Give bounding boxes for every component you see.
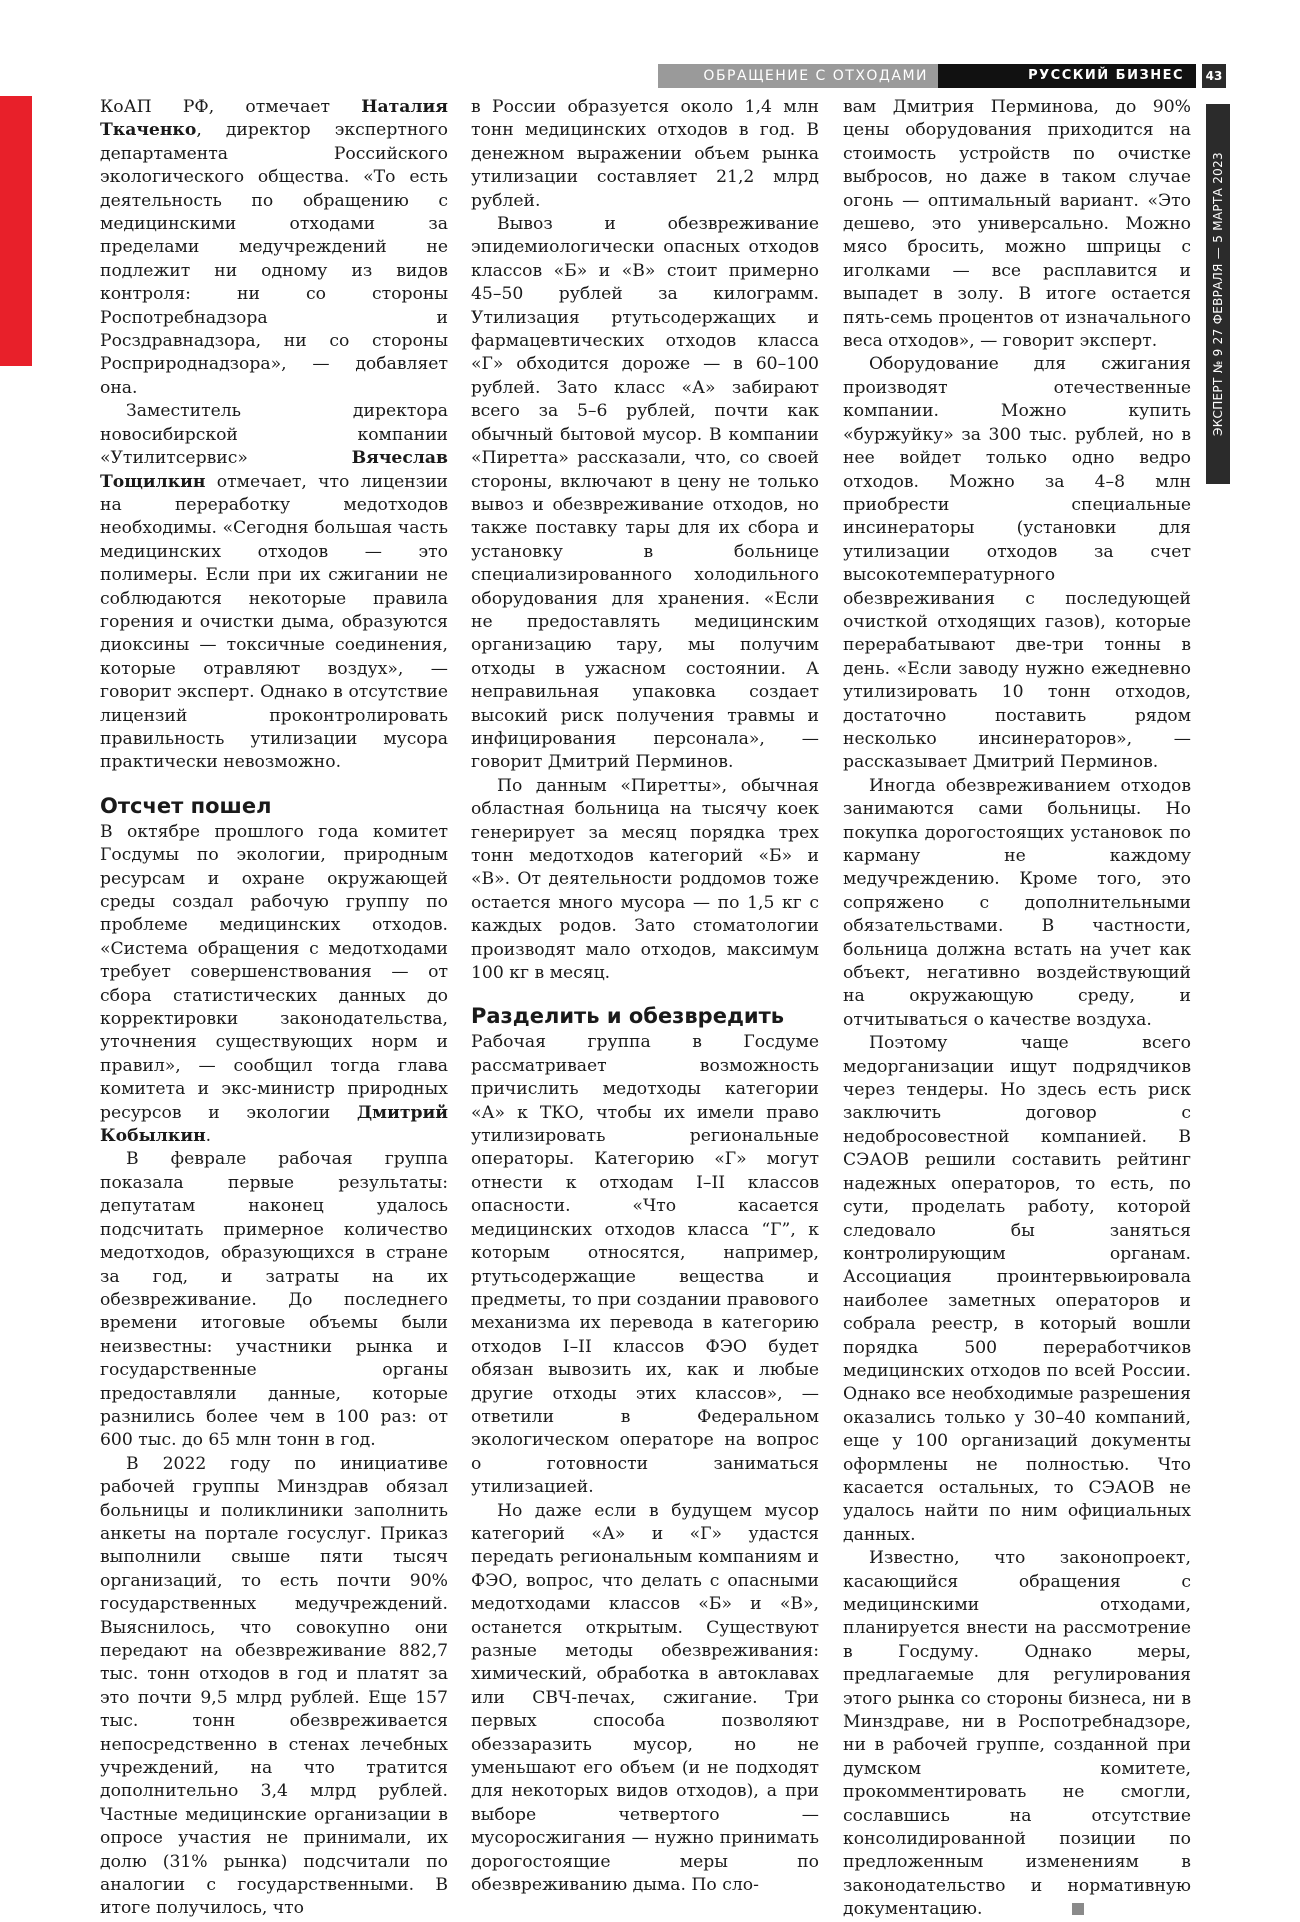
paragraph: Поэтому чаще всего медорганизации ищут подрядчиков через тендеры. Но здесь есть риск заключить договор с недобросовестной компанией. В СЭАОВ решили составить рейтинг надежных операторов, то есть, по сути, проделать работу, которой следовало бы заняться контролирующим органам. Ассоциация проинтервьюировала наиболее заметных операторов и собрала реестр, в который вошли порядка 500 переработчиков медицинских отходов по всей России. Однако все необходимые разрешения оказались только у 30–40 компаний, еще у 100 организаций документы оформлены не полностью. Что касается остальных, то СЭАОВ не удалось найти по ним официальных данных. (843, 1033, 1191, 1545)
page-number: 43 (1202, 64, 1226, 88)
paragraph: Вывоз и обезвреживание эпидемиологически опасных отходов классов «Б» и «В» стоит примерно 45–50 рублей за килограмм. Утилизация ртутьсодержащих и фармацевтических отходов класса «Г» обходится дороже — в 60–100 рублей. Зато класс «А» забирают всего за 5–6 рублей, почти как обычный бытовой мусор. В компании «Пиретта» рассказали, что, со своей стороны, включают в цену не только вывоз и обезвреживание отходов, но также поставку тары для их сбора и установку в больнице специализированного холодильного оборудования для хранения. «Если не предоставлять медицинским организацию тару, мы получим отходы в ужасном состоянии. А неправильная упаковка создает высокий риск получения травмы и инфицирования персонала», — говорит Дмитрий Перминов. (471, 214, 819, 773)
text-column-1 (100, 96, 448, 1921)
paragraph: В октябре прошлого года комитет Госдумы по экологии, природным ресурсам и охране окружающей среды создал рабочую группу по проблеме медицинских отходов. «Система обращения с медотходами требует совершенствования — от сбора статистических данных до корректировки законодательства, уточнения существующих норм и правил», — сообщил тогда глава комитета и экс-министр природных ресурсов и экологии Дмитрий Кобылкин. (100, 821, 448, 1147)
text-column-2 (471, 96, 819, 1897)
page-header (658, 64, 1252, 88)
paragraph: Оборудование для сжигания производят отечественные компании. Можно купить «буржуйку» за 300 тыс. рублей, но в нее войдет только одно ведро отходов. Можно за 4–8 млн приобрести специальные инсинераторы (установки для утилизации отходов за счет высокотемпературного обезвреживания с последующей очисткой отходящих газов), которые перерабатывают две-три тонны в день. «Если заводу нужно ежедневно утилизировать 10 тонн отходов, достаточно поставить рядом несколько инсинераторов», — рассказывает Дмитрий Перминов. (843, 354, 1191, 773)
paragraph: Рабочая группа в Госдуме рассматривает возможность причислить медотходы категории «А» к ТКО, чтобы их имели право утилизировать региональные операторы. Категорию «Г» могут отнести к отходам I–II классов опасности. «Что касается медицинских отходов класса “Г”, к которым относятся, например, ртутьсодержащие вещества и предметы, то при создании правового механизма их перевода в категорию отходов I–II классов ФЭО будет обязан вывозить их, как и любые другие отходы этих классов», — ответили в Федеральном экологическом операторе на вопрос о готовности заниматься утилизацией. (471, 1032, 819, 1498)
paragraph: В феврале рабочая группа показала первые результаты: депутатам наконец удалось подсчитать примерное количество медотходов, образующихся в стране за год, и затраты на их обезвреживание. До последнего времени итоговые объемы были неизвестны: участники рынка и государственные органы предоставляли данные, которые разнились более чем в 100 раз: от 600 тыс. до 65 млн тонн в год. (100, 1149, 448, 1451)
text-column-3 (843, 96, 1191, 1922)
person-name: Наталия Ткаченко (100, 97, 448, 141)
section-heading: Отсчет пошел (100, 793, 272, 818)
section-heading: Разделить и обезвредить (471, 1004, 785, 1029)
person-name: Вячеслав Тощилкин (100, 448, 448, 492)
paragraph: В 2022 году по инициативе рабочей группы Минздрав обязал больницы и поликлиники заполнить анкеты на портале госуслуг. Приказ выполнили свыше пяти тысяч организаций, то есть почти 90% государственных медучреждений. Выяснилось, что совокупно они передают на обезвреживание 882,7 тыс. тонн отходов в год и платят за это почти 9,5 млрд рублей. Еще 157 тыс. тонн обезвреживается непосредственно в стенах лечебных учреждений, на что тратится дополнительно 3,4 млрд рублей. Частные медицинские организации в опросе участия не принимали, их долю (31% рынка) подсчитали по аналогии с государственными. В итоге получилось, что (100, 1453, 448, 1919)
section-brand: РУССКИЙ БИЗНЕС (938, 64, 1196, 88)
paragraph: Известно, что законопроект, касающийся обращения с медицинскими отходами, планируется внести на рассмотрение в Госдуму. Однако меры, предлагаемые для регулирования этого рынка со стороны бизнеса, ни в Минздраве, ни в Роспотребнадзоре, ни в рабочей группе, созданной при думском комитете, прокомментировать не смогли, сославшись на отсутствие консолидированной позиции по предложенным изменениям в законодательство и нормативную документацию. (843, 1548, 1191, 1920)
paragraph: КоАП РФ, отмечает Наталия Ткаченко, директор экспертного департамента Российского экологического общества. «То есть деятельность по обращению с медицинскими отходами за пределами медучреждений не подлежит ни одному из видов контроля: ни со стороны Роспотребнадзора и Росздравнадзора, ни со стороны Росприроднадзора», — добавляет она. (100, 97, 448, 398)
issue-caption: ЭКСПЕРТ № 9 27 ФЕВРАЛЯ — 5 МАРТА 2023 (1206, 104, 1230, 484)
paragraph: вам Дмитрия Перминова, до 90% цены оборудования приходится на стоимость устройств по очистке выбросов, но даже в таком случае огонь — оптимальный вариант. «Это дешево, это универсально. Можно мясо бросить, можно шприцы с иголками — все расплавится и выпадет в золу. В итоге остается пять-семь процентов от изначального веса отходов», — говорит эксперт. (843, 97, 1191, 352)
person-name: Дмитрий Кобылкин (100, 1102, 448, 1147)
paragraph: Заместитель директора новосибирской компании «Утилитсервис» Вячеслав Тощилкин отмечает, что лицензии на переработку медотходов необходимы. «Сегодня большая часть медицинских отходов — это полимеры. Если при их сжигании не соблюдаются некоторые правила горения и очистки дыма, образуются диоксины — токсичные соединения, которые отравляют воздух», — говорит эксперт. Однако в отсутствие лицензий проконтролировать правильность утилизации мусора практически невозможно. (100, 401, 448, 773)
section-rubric: ОБРАЩЕНИЕ С ОТХОДАМИ (658, 64, 938, 88)
section-color-tab (0, 96, 32, 366)
end-of-article-mark (1072, 1903, 1084, 1915)
paragraph: Иногда обезвреживанием отходов занимаются сами больницы. Но покупка дорогостоящих установок по карману не каждому медучреждению. Кроме того, это сопряжено с дополнительными обязательствами. В частности, больница должна встать на учет как объект, негативно воздействующий на окружающую среду, и отчитываться о качестве воздуха. (843, 775, 1191, 1030)
paragraph: в России образуется около 1,4 млн тонн медицинских отходов в год. В денежном выражении объем рынка утилизации составляет 21,2 млрд рублей. (471, 97, 819, 211)
paragraph: Но даже если в будущем мусор категорий «А» и «Г» удастся передать региональным компаниям и ФЭО, вопрос, что делать с опасными медотходами классов «Б» и «В», останется открытым. Существуют разные методы обезвреживания: химический, обработка в автоклавах или СВЧ-печах, сжигание. Три первых способа позволяют обеззаразить мусор, но не уменьшают его объем (и не подходят для некоторых видов отходов), а при выборе четвертого — мусоросжигания — нужно принимать дорогостоящие меры по обезвреживанию дыма. По сло- (471, 1500, 819, 1896)
paragraph: По данным «Пиретты», обычная областная больница на тысячу коек генерирует за месяц порядка трех тонн медотходов категорий «Б» и «В». От деятельности роддомов тоже остается много мусора — по 1,5 кг с каждых родов. Зато стоматологии производят мало отходов, максимум 100 кг в месяц. (471, 775, 819, 984)
